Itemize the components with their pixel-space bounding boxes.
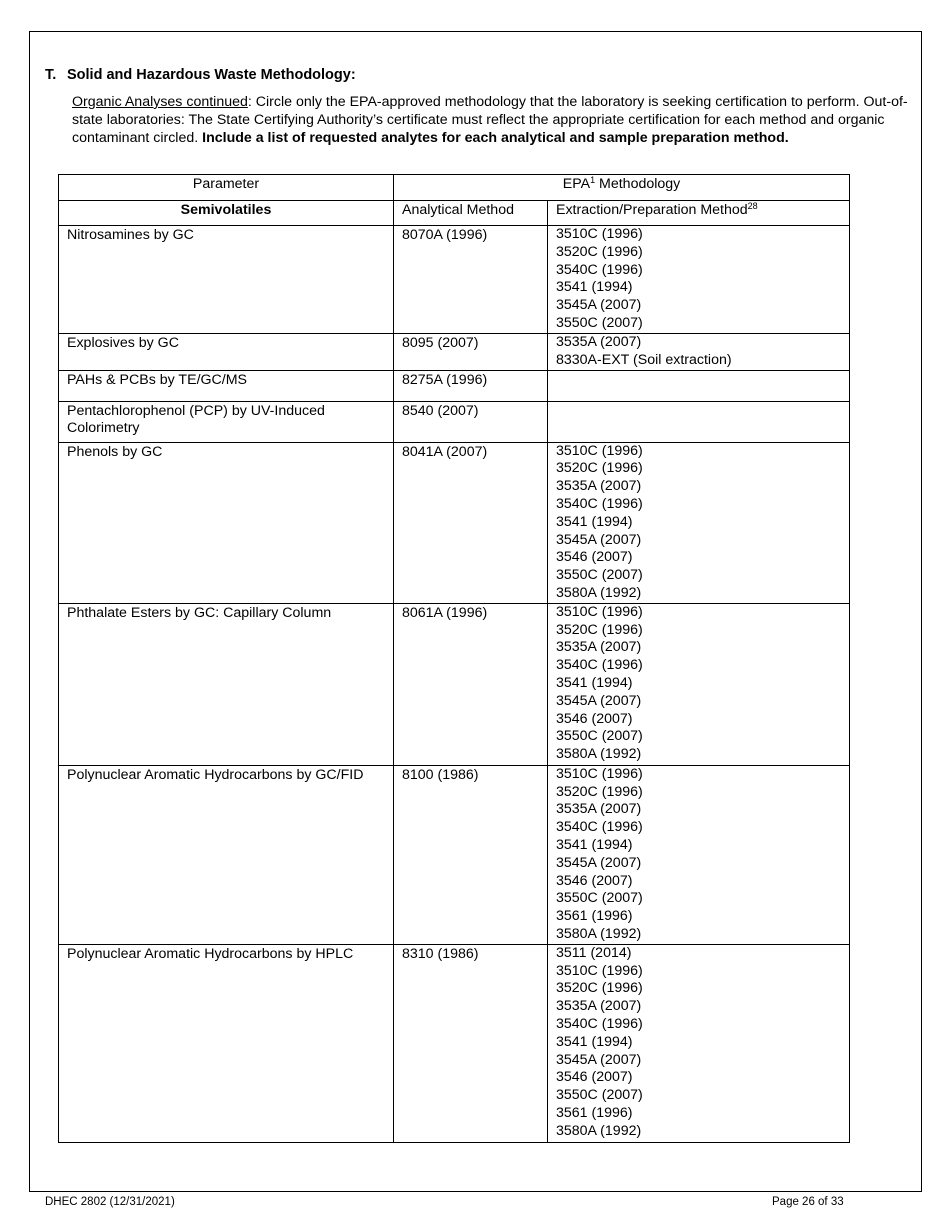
row-prep-methods — [548, 334, 850, 371]
table-row — [59, 765, 850, 944]
row-prep-methods — [548, 442, 850, 603]
intro-underlined: Organic Analyses continued — [72, 94, 248, 110]
prep-method[interactable]: 3520C (1996) — [556, 980, 643, 997]
table-row — [59, 442, 850, 603]
header-parameter: Parameter — [59, 175, 394, 201]
table-subheader-row — [59, 201, 850, 226]
prep-method[interactable]: 3541 (1994) — [556, 1033, 633, 1050]
row-analytical-method[interactable]: 8095 (2007) — [394, 334, 548, 371]
header-epa-suffix: Methodology — [595, 176, 681, 192]
prep-method[interactable]: 3540C (1996) — [556, 261, 643, 278]
table-row — [59, 401, 850, 442]
prep-method[interactable]: 3541 (1994) — [556, 836, 633, 853]
prep-method[interactable]: 3535A (2007) — [556, 639, 642, 656]
row-parameter: Nitrosamines by GC — [59, 226, 394, 334]
prep-method[interactable]: 3580A (1992) — [556, 584, 642, 601]
footer-form-id: DHEC 2802 (12/31/2021) — [45, 1196, 175, 1208]
methodology-table — [58, 174, 850, 1143]
subheader-analytical: Analytical Method — [394, 201, 548, 226]
prep-method[interactable]: 3535A (2007) — [556, 334, 642, 350]
table-row — [59, 944, 850, 1142]
section-title — [45, 67, 356, 85]
row-prep-methods — [548, 226, 850, 334]
intro-text: : Circle only the EPA-approved methodology that the laboratory is seeking certification to perform. Out-of-state laboratories: The State Certifying Authority’s certificate must reflect the appropriate certification for each method and organic contaminant circled. — [72, 94, 908, 146]
prep-method[interactable]: 8330A-EXT (Soil extraction) — [556, 351, 732, 368]
prep-method[interactable]: 3545A (2007) — [556, 297, 642, 314]
prep-method[interactable]: 3535A (2007) — [556, 998, 642, 1015]
table-row — [59, 370, 850, 401]
prep-method[interactable]: 3540C (1996) — [556, 495, 643, 512]
prep-method[interactable]: 3580A (1992) — [556, 746, 642, 763]
prep-method[interactable]: 3541 (1994) — [556, 674, 633, 691]
prep-method[interactable]: 3561 (1996) — [556, 908, 633, 925]
prep-method[interactable]: 3550C (2007) — [556, 890, 643, 907]
prep-method[interactable]: 3510C (1996) — [556, 442, 643, 459]
prep-method[interactable]: 3550C (2007) — [556, 314, 643, 331]
subheader-prep — [548, 201, 850, 226]
row-analytical-method[interactable]: 8041A (2007) — [394, 442, 548, 603]
section-title-text: Solid and Hazardous Waste Methodology: — [67, 67, 356, 83]
subheader-prep-text: Extraction/Preparation Method — [556, 202, 748, 218]
prep-method[interactable]: 3545A (2007) — [556, 692, 642, 709]
subheader-category: Semivolatiles — [59, 201, 394, 226]
prep-method[interactable]: 3545A (2007) — [556, 531, 642, 548]
prep-method[interactable]: 3546 (2007) — [556, 549, 633, 566]
row-parameter: Polynuclear Aromatic Hydrocarbons by GC/FID — [59, 765, 394, 944]
prep-method[interactable]: 3535A (2007) — [556, 478, 642, 495]
row-parameter: Explosives by GC — [59, 334, 394, 371]
prep-method[interactable]: 3510C (1996) — [556, 765, 643, 782]
table-row — [59, 603, 850, 765]
row-prep-methods — [548, 401, 850, 442]
prep-method[interactable]: 3541 (1994) — [556, 279, 633, 296]
row-analytical-method[interactable]: 8070A (1996) — [394, 226, 548, 334]
footer-page-number: Page 26 of 33 — [772, 1196, 844, 1208]
intro-bold: Include a list of requested analytes for each analytical and sample preparation method. — [202, 130, 789, 146]
header-epa-footnote: 1 — [590, 175, 596, 185]
prep-method[interactable]: 3550C (2007) — [556, 728, 643, 745]
prep-method[interactable]: 3546 (2007) — [556, 872, 633, 889]
prep-method[interactable]: 3520C (1996) — [556, 621, 643, 638]
prep-method[interactable]: 3546 (2007) — [556, 1069, 633, 1086]
table-header-row — [59, 175, 850, 201]
prep-method[interactable]: 3510C (1996) — [556, 603, 643, 620]
row-parameter: Phthalate Esters by GC: Capillary Column — [59, 603, 394, 765]
row-analytical-method[interactable]: 8100 (1986) — [394, 765, 548, 944]
header-epa-methodology — [394, 175, 850, 201]
prep-method[interactable]: 3520C (1996) — [556, 783, 643, 800]
prep-method[interactable]: 3561 (1996) — [556, 1104, 633, 1121]
prep-method[interactable]: 3546 (2007) — [556, 710, 633, 727]
prep-method[interactable]: 3520C (1996) — [556, 243, 643, 260]
intro-paragraph — [72, 93, 912, 147]
row-analytical-method[interactable]: 8061A (1996) — [394, 603, 548, 765]
prep-method[interactable]: 3545A (2007) — [556, 1051, 642, 1068]
row-prep-methods — [548, 765, 850, 944]
row-parameter: Pentachlorophenol (PCP) by UV-Induced Colorimetry — [59, 401, 394, 442]
prep-method[interactable]: 3580A (1992) — [556, 1122, 642, 1139]
prep-method[interactable]: 3580A (1992) — [556, 925, 642, 942]
prep-method[interactable]: 3540C (1996) — [556, 1015, 643, 1032]
row-analytical-method[interactable]: 8275A (1996) — [394, 370, 548, 401]
prep-method[interactable]: 3520C (1996) — [556, 460, 643, 477]
row-prep-methods — [548, 370, 850, 401]
row-prep-methods — [548, 944, 850, 1142]
row-parameter: PAHs & PCBs by TE/GC/MS — [59, 370, 394, 401]
prep-method[interactable]: 3550C (2007) — [556, 567, 643, 584]
table-row — [59, 226, 850, 334]
prep-method[interactable]: 3550C (2007) — [556, 1087, 643, 1104]
row-parameter: Polynuclear Aromatic Hydrocarbons by HPLC — [59, 944, 394, 1142]
row-parameter: Phenols by GC — [59, 442, 394, 603]
row-analytical-method[interactable]: 8540 (2007) — [394, 401, 548, 442]
prep-method[interactable]: 3540C (1996) — [556, 819, 643, 836]
prep-method[interactable]: 3545A (2007) — [556, 854, 642, 871]
header-epa-prefix: EPA — [562, 176, 591, 192]
prep-method[interactable]: 3510C (1996) — [556, 962, 643, 979]
prep-method[interactable]: 3540C (1996) — [556, 657, 643, 674]
row-prep-methods — [548, 603, 850, 765]
table-row — [59, 334, 850, 371]
prep-method[interactable]: 3511 (2014) — [556, 944, 632, 961]
section-letter: T. — [45, 67, 57, 83]
prep-method[interactable]: 3541 (1994) — [556, 513, 633, 530]
prep-method[interactable]: 3510C (1996) — [556, 226, 643, 242]
subheader-prep-footnote: 28 — [747, 201, 758, 211]
prep-method[interactable]: 3535A (2007) — [556, 801, 642, 818]
row-analytical-method[interactable]: 8310 (1986) — [394, 944, 548, 1142]
